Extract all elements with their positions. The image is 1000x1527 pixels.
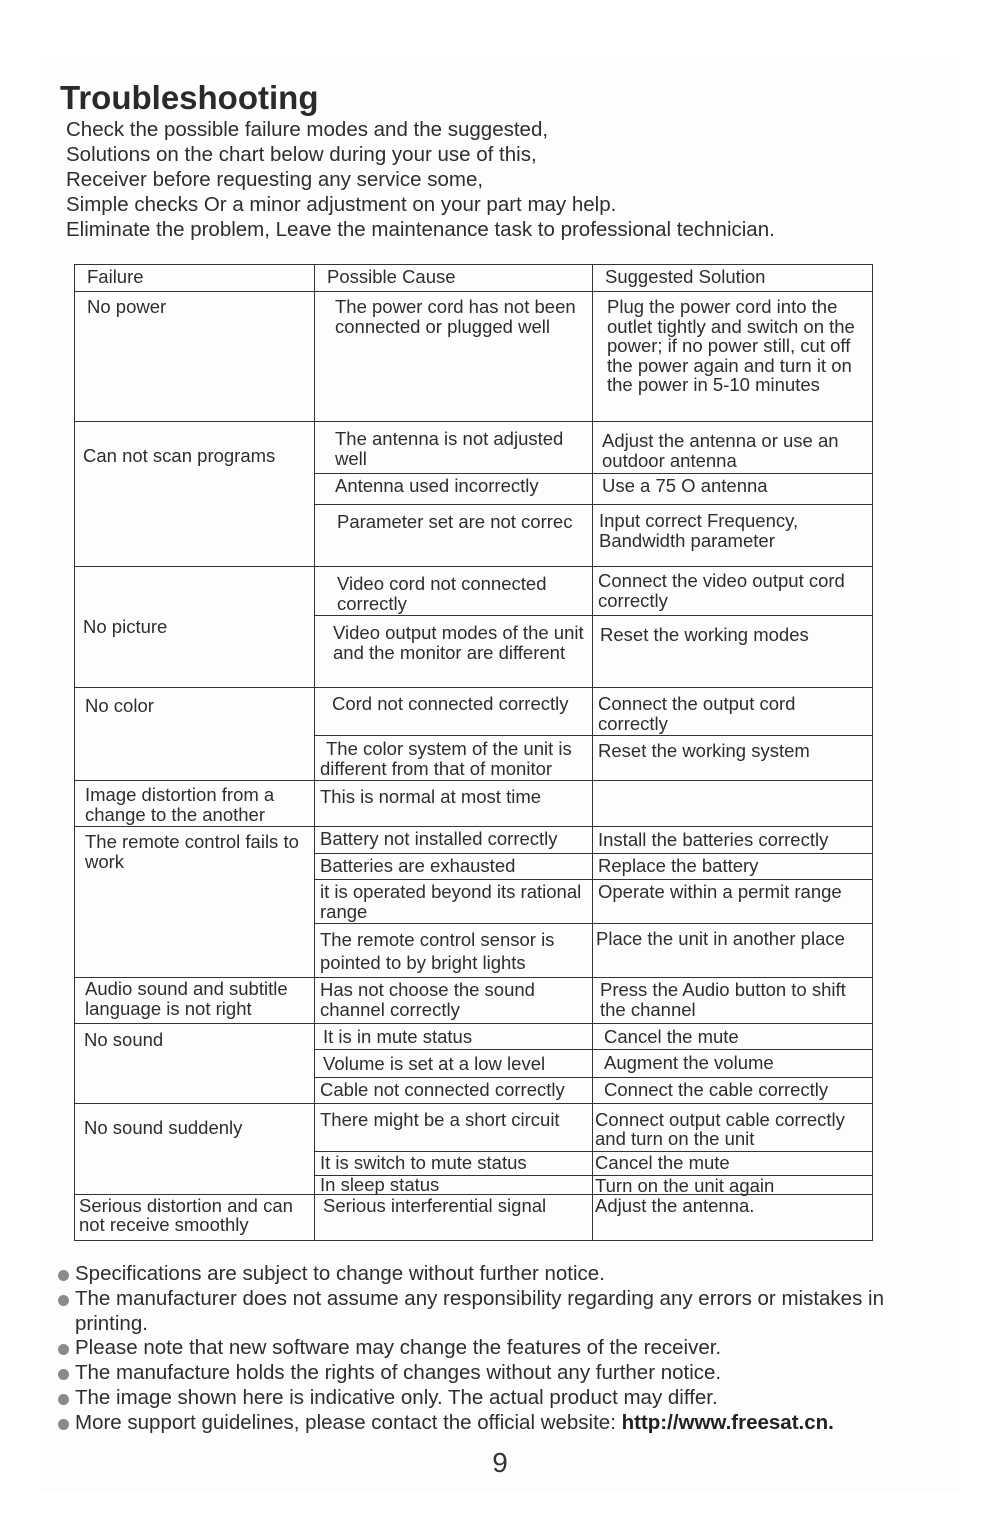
note-item — [58, 1411, 948, 1436]
cause-cell: Cable not connected correctly — [315, 1077, 593, 1103]
solution-cell: Adjust the antenna. — [593, 1194, 873, 1240]
solution-cell: Input correct Frequency, Bandwidth parameter — [593, 505, 873, 567]
intro-line: Receiver before requesting any service some, — [66, 168, 484, 191]
solution-cell: Adjust the antenna or use an outdoor antenna — [593, 422, 873, 474]
cause-cell: it is operated beyond its rational range — [315, 880, 593, 924]
solution-cell: Place the unit in another place — [593, 924, 873, 978]
page-number: 9 — [492, 1447, 508, 1478]
failure-cell: No color — [75, 688, 315, 781]
solution-cell — [593, 781, 873, 827]
intro-line: Check the possible failure modes and the suggested, — [66, 118, 549, 141]
note-item — [58, 1287, 948, 1337]
table-row — [75, 978, 873, 1024]
cause-cell: Volume is set at a low level — [315, 1049, 593, 1077]
troubleshooting-table — [74, 264, 873, 1241]
header-failure: Failure — [75, 265, 315, 292]
cause-cell: Cord not connected correctly — [315, 688, 593, 736]
bullet-icon — [58, 1270, 69, 1281]
cause-cell: Parameter set are not correc — [315, 505, 593, 567]
note-item — [58, 1361, 948, 1386]
notes-list — [58, 1262, 948, 1436]
bullet-icon — [58, 1295, 69, 1306]
failure-cell: Image distortion from a change to the another — [75, 781, 315, 827]
cause-cell: It is in mute status — [315, 1024, 593, 1050]
table-row — [75, 827, 873, 854]
solution-cell: Augment the volume — [593, 1049, 873, 1077]
table-row — [75, 1194, 873, 1240]
table-row — [75, 688, 873, 736]
table-row — [75, 781, 873, 827]
failure-cell: Serious distortion and can not receive smoothly — [75, 1194, 315, 1240]
solution-cell: Use a 75 O antenna — [593, 474, 873, 505]
table-row — [75, 1024, 873, 1050]
table-row — [75, 422, 873, 474]
cause-cell: Has not choose the sound channel correctly — [315, 978, 593, 1024]
bullet-icon — [58, 1419, 69, 1430]
solution-cell: Plug the power cord into the outlet tightly and switch on the power; if no power still, cut off the power again and turn it on the power in 5-10 minutes — [593, 292, 873, 422]
cause-cell: Battery not installed correctly — [315, 827, 593, 854]
note-text: Please note that new software may change the features of the receiver. — [75, 1336, 722, 1360]
cause-cell: The antenna is not adjusted well — [315, 422, 593, 474]
cause-cell: In sleep status — [315, 1175, 593, 1194]
solution-cell: Replace the battery — [593, 854, 873, 880]
note-text: The manufacture holds the rights of changes without any further notice. — [75, 1361, 722, 1385]
note-item — [58, 1336, 948, 1361]
note-text: The manufacturer does not assume any responsibility regarding any errors or mistakes in printing. — [75, 1286, 884, 1335]
cause-cell: This is normal at most time — [315, 781, 593, 827]
header-suggested-solution: Suggested Solution — [593, 265, 873, 292]
note-text: Specifications are subject to change without further notice. — [75, 1262, 605, 1285]
solution-cell: Connect the output cord correctly — [593, 688, 873, 736]
header-possible-cause: Possible Cause — [315, 265, 593, 292]
intro-paragraph — [66, 117, 775, 242]
table-header-row — [75, 265, 873, 292]
note-item — [58, 1386, 948, 1411]
solution-cell: Connect output cable correctly and turn on the unit — [593, 1103, 873, 1151]
cause-cell: Serious interferential signal — [315, 1194, 593, 1240]
solution-cell: Cancel the mute — [593, 1151, 873, 1175]
support-website-link[interactable]: http://www.freesat.cn. — [621, 1410, 834, 1434]
solution-cell: Reset the working modes — [593, 616, 873, 688]
solution-cell: Reset the working system — [593, 736, 873, 781]
failure-cell: No picture — [75, 567, 315, 688]
solution-cell: Install the batteries correctly — [593, 827, 873, 854]
cause-cell: It is switch to mute status — [315, 1151, 593, 1175]
bullet-icon — [58, 1394, 69, 1405]
solution-cell: Connect the video output cord correctly — [593, 567, 873, 616]
intro-line: Eliminate the problem, Leave the maintenance task to professional technician. — [66, 218, 775, 241]
note-text: The image shown here is indicative only. The actual product may differ. — [75, 1385, 718, 1409]
page-title: Troubleshooting — [60, 79, 319, 116]
solution-cell: Operate within a permit range — [593, 880, 873, 924]
solution-cell: Press the Audio button to shift the channel — [593, 978, 873, 1024]
note-item — [58, 1262, 948, 1287]
table-row — [75, 292, 873, 422]
failure-cell: Can not scan programs — [75, 422, 315, 567]
intro-line: Solutions on the chart below during your use of this, — [66, 143, 537, 166]
cause-cell: Batteries are exhausted — [315, 854, 593, 880]
failure-cell: The remote control fails to work — [75, 827, 315, 978]
cause-cell: The color system of the unit is different from that of monitor — [315, 736, 593, 781]
cause-cell: Video cord not connected correctly — [315, 567, 593, 616]
solution-cell: Connect the cable correctly — [593, 1077, 873, 1103]
bullet-icon — [58, 1344, 69, 1355]
cause-cell: The power cord has not been connected or plugged well — [315, 292, 593, 422]
support-text: More support guidelines, please contact the official website: — [75, 1410, 622, 1434]
failure-cell: No power — [75, 292, 315, 422]
failure-cell: Audio sound and subtitle language is not right — [75, 978, 315, 1024]
intro-line: Simple checks Or a minor adjustment on your part may help. — [66, 193, 617, 216]
table-row — [75, 1103, 873, 1151]
bullet-icon — [58, 1369, 69, 1380]
failure-cell: No sound suddenly — [75, 1103, 315, 1194]
cause-cell: Video output modes of the unit and the monitor are different — [315, 616, 593, 688]
failure-cell: No sound — [75, 1024, 315, 1104]
cause-cell: There might be a short circuit — [315, 1103, 593, 1151]
cause-cell: Antenna used incorrectly — [315, 474, 593, 505]
table-row — [75, 567, 873, 616]
solution-cell: Cancel the mute — [593, 1024, 873, 1050]
solution-cell: Turn on the unit again — [593, 1175, 873, 1194]
cause-cell: The remote control sensor is pointed to by bright lights — [315, 924, 593, 978]
